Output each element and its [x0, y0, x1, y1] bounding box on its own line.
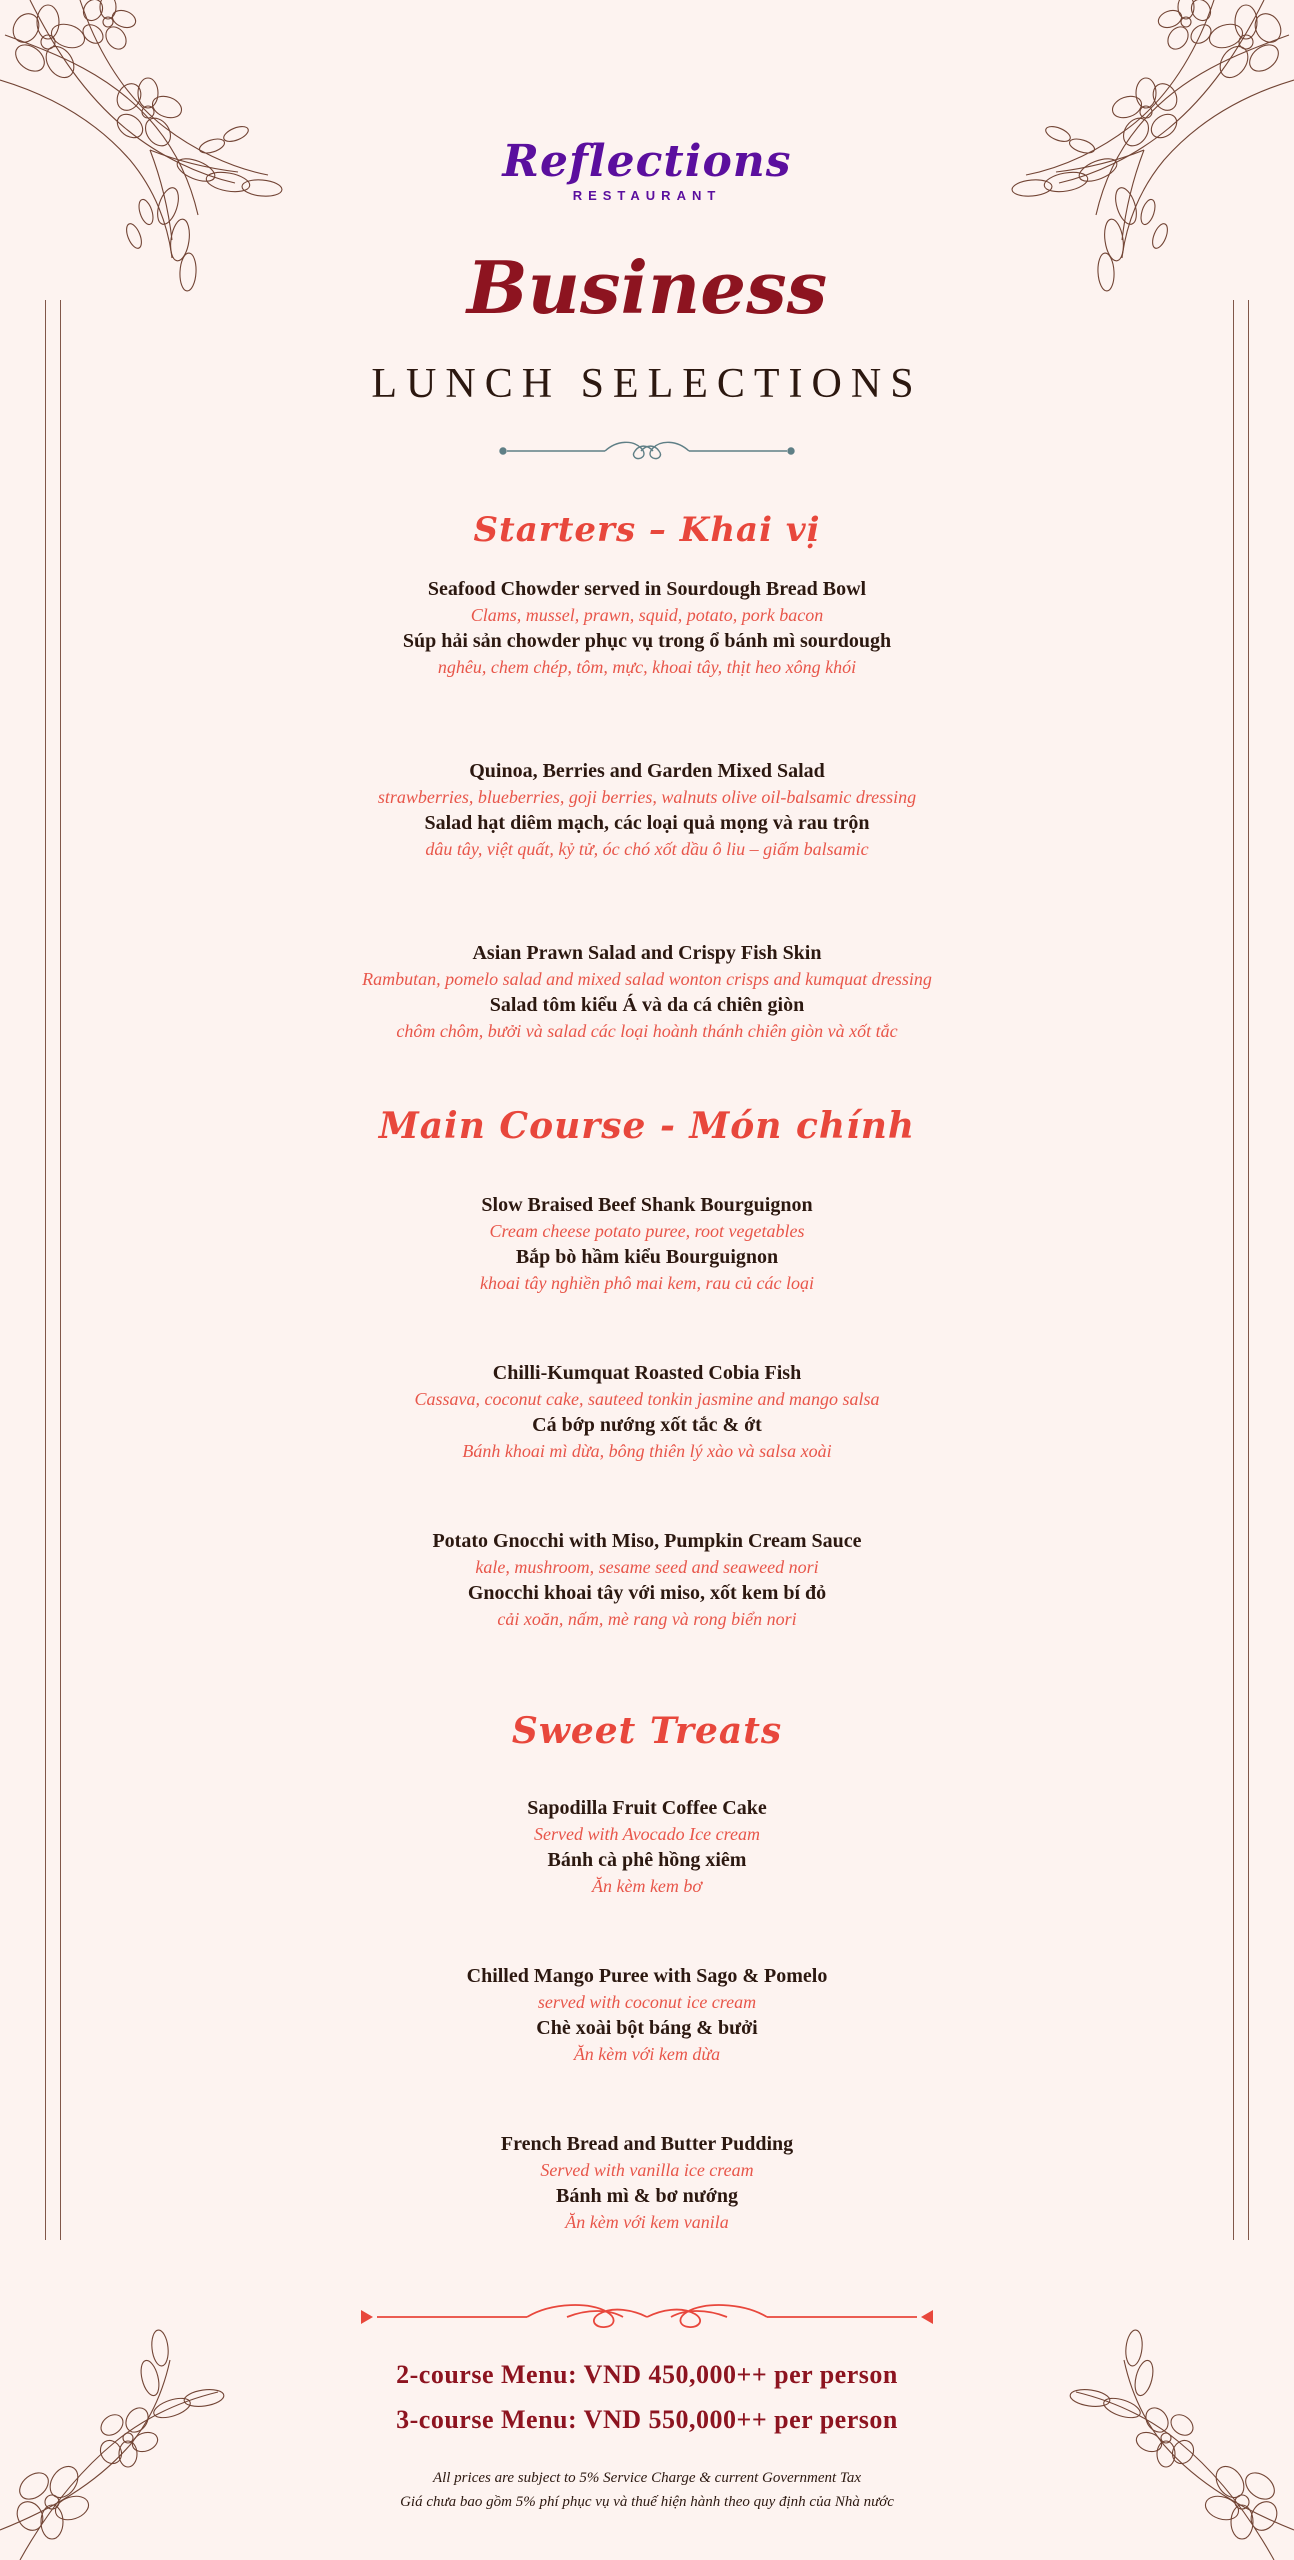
item-desc-vi: nghêu, chem chép, tôm, mực, khoai tây, thịt heo xông khói: [437, 657, 857, 678]
item-name-vi: Cá bớp nướng xốt tắc & ớt: [532, 1414, 762, 1437]
item-name-en: Potato Gnocchi with Miso, Pumpkin Cream Sauce: [432, 1530, 862, 1552]
item-name-en: Asian Prawn Salad and Crispy Fish Skin: [472, 942, 822, 964]
item-name-en: Quinoa, Berries and Garden Mixed Salad: [469, 760, 825, 782]
menu-item: [80, 1528, 1214, 1632]
item-desc-en: Cassava, coconut cake, sauteed tonkin jasmine and mango salsa: [414, 1389, 880, 1409]
menu-item: [80, 1192, 1214, 1296]
item-name-vi: Chè xoài bột báng & bưởi: [536, 2017, 758, 2040]
menu-item: [80, 2131, 1214, 2235]
item-name-vi: Bánh mì & bơ nướng: [556, 2185, 738, 2208]
item-name-vi: Súp hải sản chowder phục vụ trong ổ bánh mì sourdough: [402, 630, 892, 653]
floral-corner-icon: [0, 2310, 260, 2560]
footnote-vi: Giá chưa bao gồm 5% phí phục vụ và thuế hiện hành theo quy định của Nhà nước: [400, 2494, 894, 2510]
item-desc-vi: Ăn kèm với kem dừa: [573, 2044, 721, 2065]
item-name-vi: Bánh cà phê hồng xiêm: [547, 1849, 747, 1872]
section-heading-sweet: Sweet Treats: [511, 1710, 783, 1752]
item-desc-en: strawberries, blueberries, goji berries, walnuts olive oil-balsamic dressing: [377, 787, 917, 807]
item-desc-en: Clams, mussel, prawn, squid, potato, pork bacon: [470, 605, 824, 625]
item-name-en: Seafood Chowder served in Sourdough Bread Bowl: [427, 578, 867, 600]
item-name-vi: Gnocchi khoai tây với miso, xốt kem bí đỏ: [467, 1582, 827, 1605]
item-name-en: Chilled Mango Puree with Sago & Pomelo: [466, 1965, 828, 1987]
page-title: Business: [466, 245, 828, 330]
restaurant-logo: [0, 136, 1294, 203]
frame-rule-right-inner: [1233, 300, 1234, 2240]
frame-rule-right-outer: [1248, 300, 1249, 2240]
menu-item: [80, 576, 1214, 680]
item-desc-en: kale, mushroom, sesame seed and seaweed nori: [475, 1557, 819, 1577]
item-desc-vi: khoai tây nghiền phô mai kem, rau củ các loại: [480, 1273, 814, 1294]
menu-item: [80, 1795, 1214, 1899]
brand-subtitle: RESTAURANT: [572, 188, 722, 203]
item-desc-en: served with coconut ice cream: [537, 1992, 757, 2012]
menu-item: [80, 1963, 1214, 2067]
page-subtitle: LUNCH SELECTIONS: [371, 361, 923, 407]
price-three-course: 3-course Menu: VND 550,000++ per person: [396, 2405, 898, 2434]
menu-item: [80, 940, 1214, 1044]
brand-name: Reflections: [502, 136, 792, 187]
item-name-en: Sapodilla Fruit Coffee Cake: [527, 1797, 767, 1819]
menu-item: [80, 758, 1214, 862]
item-desc-en: Served with Avocado Ice cream: [534, 1824, 760, 1844]
section-heading-starters: Starters – Khai vị: [473, 510, 821, 550]
item-desc-vi: cải xoăn, nấm, mè rang và rong biển nori: [497, 1609, 797, 1630]
ornament-divider-icon: [0, 2300, 1294, 2334]
item-name-en: Slow Braised Beef Shank Bourguignon: [481, 1194, 813, 1216]
price-two-course: 2-course Menu: VND 450,000++ per person: [396, 2360, 898, 2389]
item-desc-vi: dâu tây, việt quất, kỷ tử, óc chó xốt dầu ô liu – giấm balsamic: [425, 839, 869, 860]
item-desc-vi: Ăn kèm kem bơ: [591, 1876, 703, 1897]
item-desc-vi: Ăn kèm với kem vanila: [565, 2212, 729, 2233]
item-desc-vi: chôm chôm, bưởi và salad các loại hoành thánh chiên giòn và xốt tắc: [396, 1021, 898, 1042]
floral-corner-icon: [1034, 2310, 1294, 2560]
item-desc-vi: Bánh khoai mì dừa, bông thiên lý xào và salsa xoài: [462, 1441, 832, 1462]
item-name-en: French Bread and Butter Pudding: [500, 2133, 794, 2155]
item-name-vi: Salad hạt diêm mạch, các loại quả mọng và rau trộn: [424, 812, 870, 835]
item-desc-en: Served with vanilla ice cream: [540, 2160, 754, 2180]
ornament-divider-icon: [0, 438, 1294, 464]
item-desc-en: Rambutan, pomelo salad and mixed salad wonton crisps and kumquat dressing: [362, 969, 932, 989]
section-heading-main: Main Course - Món chính: [378, 1105, 916, 1147]
item-name-vi: Salad tôm kiểu Á và da cá chiên giòn: [489, 994, 805, 1017]
frame-rule-left-outer: [45, 300, 46, 2240]
footnote-en: All prices are subject to 5% Service Charge & current Government Tax: [432, 2470, 862, 2486]
item-desc-en: Cream cheese potato puree, root vegetables: [489, 1221, 805, 1241]
menu-item: [80, 1360, 1214, 1464]
item-name-en: Chilli-Kumquat Roasted Cobia Fish: [492, 1362, 802, 1384]
frame-rule-left-inner: [60, 300, 61, 2240]
item-name-vi: Bắp bò hầm kiểu Bourguignon: [515, 1246, 779, 1269]
